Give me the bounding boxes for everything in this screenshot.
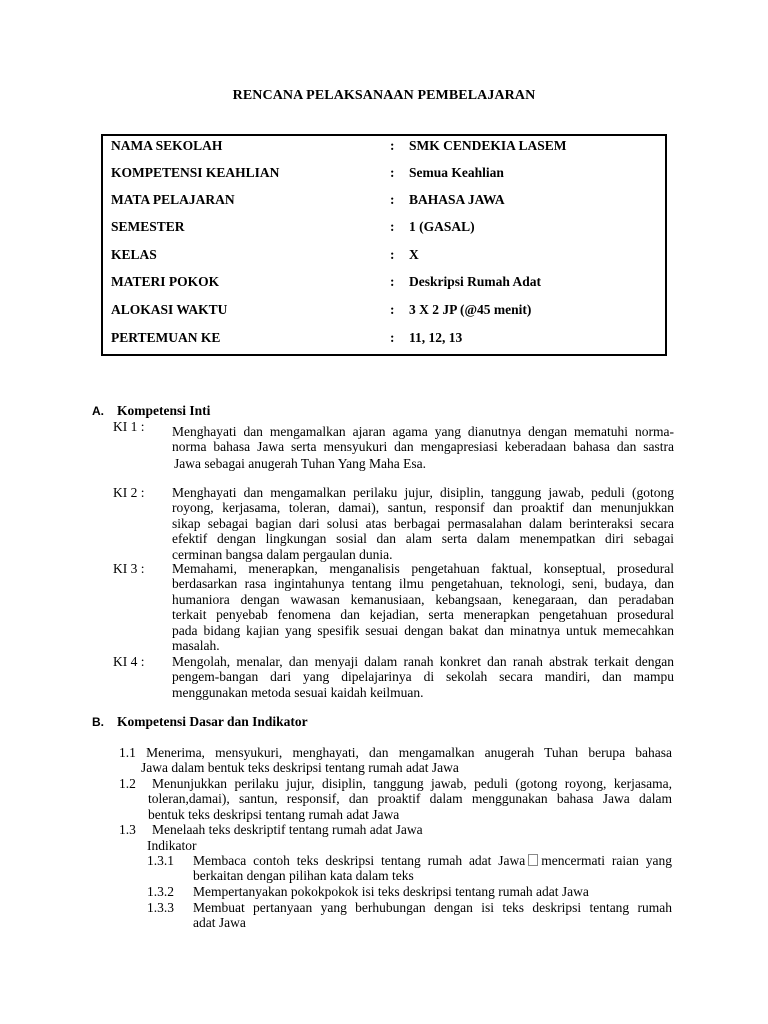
identity-value: Semua Keahlian <box>409 165 504 180</box>
text-line: Mengolah, menalar, dan menyaji dalam ranah konkret dan ranah abstrak terkait dengan <box>172 654 674 669</box>
ki-label: KI 1 : <box>113 419 145 434</box>
ki-1-text <box>172 424 674 472</box>
text-line: adat Jawa <box>193 915 246 931</box>
identity-row <box>111 247 661 265</box>
text-line: pengem-bangan dari yang dipelajarinya di sekolah secara mandiri, dan mampu <box>172 669 674 685</box>
kd-number: 1.3 <box>119 822 136 837</box>
identity-key: MATA PELAJARAN <box>111 192 235 207</box>
missing-glyph-icon <box>528 854 538 866</box>
identity-key: NAMA SEKOLAH <box>111 138 223 153</box>
indicator-number: 1.3.2 <box>147 884 174 899</box>
text-line: Jawa sebagai anugerah Tuhan Yang Maha Esa. <box>174 456 426 472</box>
identity-colon: : <box>390 192 395 207</box>
text-line: cerminan bangsa dalam pergaulan dunia. <box>172 546 393 562</box>
text-line <box>193 853 672 868</box>
identity-key: ALOKASI WAKTU <box>111 302 228 317</box>
identity-value: 1 (GASAL) <box>409 219 475 234</box>
text-line: efektif dengan lingkungan sosial dan alam serta dalam menempatkan diri sebagai <box>172 531 674 547</box>
text-line: Memahami, menerapkan, menganalisis pengetahuan faktual, konseptual, prosedural <box>172 561 674 576</box>
identity-row <box>111 165 661 183</box>
identity-row <box>111 192 661 210</box>
identity-row <box>111 138 661 156</box>
text-line: royong, kerjasama, toleran, damai), santun, responsif dan proaktif dan menunjukkan <box>172 500 674 516</box>
text-line: berdasarkan rasa ingintahunya tentang ilmu pengetahuan, teknologi, seni, budaya, dan <box>172 576 674 592</box>
identity-key: MATERI POKOK <box>111 274 220 289</box>
identity-box <box>101 134 667 356</box>
identity-value: Deskripsi Rumah Adat <box>409 274 542 289</box>
ki-label: KI 4 : <box>113 654 145 669</box>
identity-colon: : <box>390 219 395 234</box>
indicator-number: 1.3.3 <box>147 900 174 915</box>
identity-colon: : <box>390 330 395 345</box>
identity-colon: : <box>390 302 395 317</box>
indicator-1-3-1-text <box>193 853 672 884</box>
identity-row <box>111 302 661 320</box>
indicator-1-3-3-text <box>193 900 672 931</box>
text-line: bentuk teks deskripsi tentang rumah adat Jawa <box>148 806 400 822</box>
page-title: RENCANA PELAKSANAAN PEMBELAJARAN <box>232 88 536 103</box>
identity-value: 11, 12, 13 <box>409 330 463 345</box>
text-line: Menunjukkan perilaku jujur, disiplin, tanggung jawab, peduli (gotong royong, kerjasama, <box>152 776 672 791</box>
text-line: humaniora dengan wawasan kemanusiaan, kebangsaan, kenegaraan, dan peradaban <box>172 591 674 607</box>
text-line: sikap sebagai bagian dari solusi atas berbagai permasalahan dalam berinteraksi secara <box>172 515 674 531</box>
text-line: Menghayati dan mengamalkan perilaku jujur, disiplin, tanggung jawab, peduli (gotong <box>172 485 674 500</box>
ki-2-text <box>172 485 674 562</box>
identity-colon: : <box>390 165 395 180</box>
text-line: terkait penyebab fenomena dan kejadian, serta menerapkan pengetahuan prosedural <box>172 607 674 623</box>
section-title: Kompetensi Dasar dan Indikator <box>117 714 308 729</box>
text-line: menggunakan metoda sesuai kaidah keilmuan. <box>172 684 424 700</box>
identity-key: KOMPETENSI KEAHLIAN <box>111 165 280 180</box>
text-line: Jawa dalam bentuk teks deskripsi tentang rumah adat Jawa <box>141 760 459 776</box>
text-line: Membuat pertanyaan yang berhubungan dengan isi teks deskripsi tentang rumah <box>193 900 672 915</box>
identity-colon: : <box>390 247 395 262</box>
text-line: Menghayati dan mengamalkan ajaran agama yang dianutnya dengan mematuhi norma- <box>172 424 674 439</box>
section-letter: B. <box>92 715 104 729</box>
identity-row <box>111 330 661 348</box>
ki-label: KI 2 : <box>113 485 145 500</box>
text-line: masalah. <box>172 637 220 653</box>
identity-row <box>111 219 661 237</box>
text-fragment: mencermati raian yang <box>541 853 672 868</box>
text-fragment: Membaca contoh teks deskripsi tentang rumah adat Jawa <box>193 853 526 868</box>
ki-4-text <box>172 654 674 700</box>
ki-label: KI 3 : <box>113 561 145 576</box>
indicator-1-3-2-text: Mempertanyakan pokokpokok isi teks deskripsi tentang rumah adat Jawa <box>193 884 589 899</box>
identity-key: KELAS <box>111 247 157 262</box>
kd-1-3-text: Menelaah teks deskriptif tentang rumah adat Jawa <box>152 822 423 837</box>
identity-key: SEMESTER <box>111 219 185 234</box>
ki-3-text <box>172 561 674 653</box>
kd-1-1-text <box>119 745 672 776</box>
identity-colon: : <box>390 274 395 289</box>
indikator-label: Indikator <box>147 838 197 853</box>
text-line: berkaitan dengan pilihan kata dalam teks <box>193 868 414 884</box>
indicator-number: 1.3.1 <box>147 853 174 868</box>
kd-1-2-text <box>148 776 672 822</box>
identity-value: BAHASA JAWA <box>409 192 505 207</box>
identity-key: PERTEMUAN KE <box>111 330 221 345</box>
text-line: toleran,damai), santun, responsif, dan proaktif dalam menggunakan bahasa Jawa dalam <box>148 791 672 807</box>
section-b-heading <box>92 714 308 730</box>
kd-number: 1.2 <box>119 776 136 791</box>
text-line: 1.1 Menerima, mensyukuri, menghayati, dan mengamalkan anugerah Tuhan berupa bahasa <box>119 745 672 760</box>
text-line: norma bahasa Jawa serta mensyukuri dan mengapresiasi keberadaan bahasa dan sastra <box>172 439 674 455</box>
identity-value: X <box>409 247 419 262</box>
section-title: Kompetensi Inti <box>117 403 211 418</box>
identity-row <box>111 274 661 292</box>
section-letter: A. <box>92 404 104 418</box>
text-line: pada bidang kajian yang spesifik sesuai dengan bakat dan minatnya untuk memecahkan <box>172 622 674 638</box>
identity-colon: : <box>390 138 395 153</box>
identity-value: SMK CENDEKIA LASEM <box>409 138 567 153</box>
section-a-heading <box>92 403 210 419</box>
identity-value: 3 X 2 JP (@45 menit) <box>409 302 532 317</box>
